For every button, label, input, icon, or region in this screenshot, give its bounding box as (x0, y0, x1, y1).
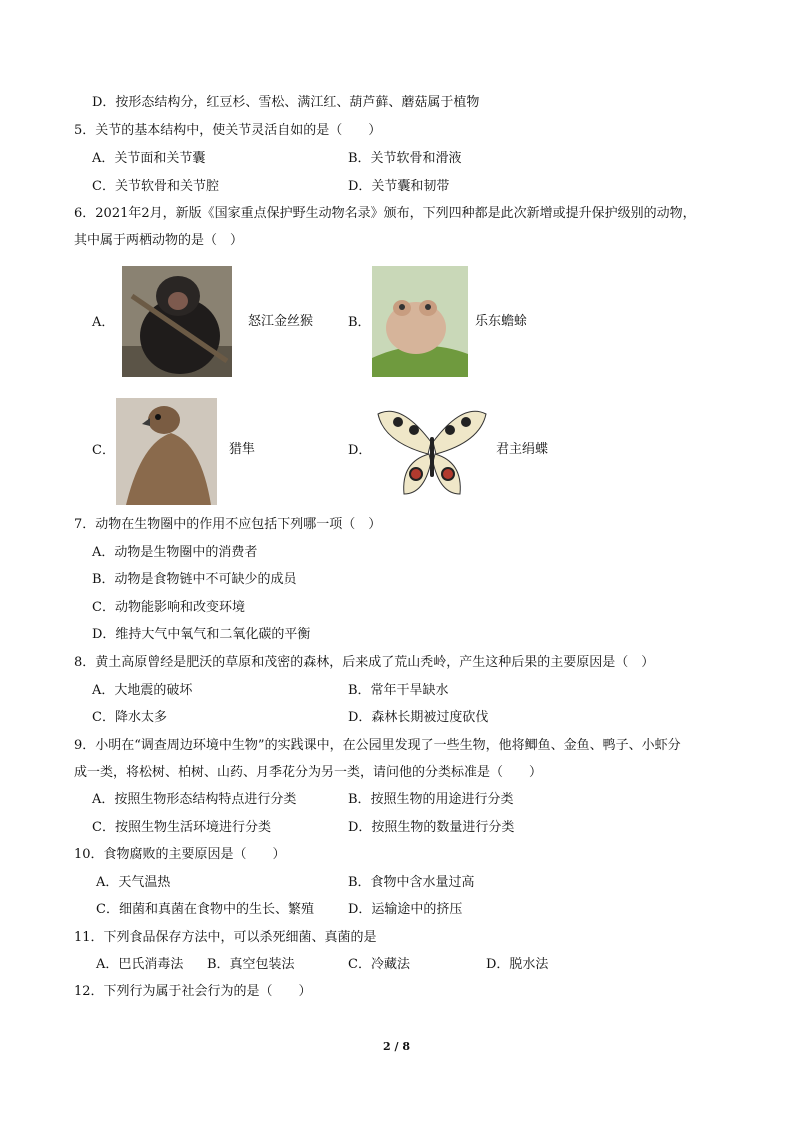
q6-stem-line2: 其中属于两栖动物的是（ ） (74, 233, 244, 248)
golden-monkey-photo (122, 266, 232, 377)
falcon-photo (116, 398, 217, 505)
q4-option-d: D．按形态结构分，红豆杉、雪松、满江红、葫芦藓、蘑菇属于植物 (92, 95, 480, 110)
q10-option-a: A．天气温热 (96, 875, 171, 890)
q11-option-a: A．巴氏消毒法 (96, 957, 184, 972)
q6-option-a-name: 怒江金丝猴 (248, 314, 314, 329)
q6-option-a-letter: A． (92, 315, 115, 330)
q5-option-b: B．关节软骨和滑液 (348, 151, 462, 166)
q6-option-c-name: 猎隼 (229, 442, 256, 457)
q8-option-d: D．森林长期被过度砍伐 (348, 710, 489, 725)
q6-option-d-name: 君主绢蝶 (496, 442, 549, 457)
q8-option-a: A．大地震的破坏 (92, 683, 193, 698)
q6-stem-line1: 6．2021年2月，新版《国家重点保护野生动物名录》颁布，下列四种都是此次新增或提升保护级别的动物， (74, 206, 696, 221)
q9-option-a: A．按照生物形态结构特点进行分类 (92, 792, 297, 807)
q8-stem: 8．黄土高原曾经是肥沃的草原和茂密的森林，后来成了荒山秃岭，产生这种后果的主要原因是（ ） (74, 655, 655, 670)
q10-stem: 10．食物腐败的主要原因是（ ） (74, 847, 286, 862)
q5-stem: 5．关节的基本结构中，使关节灵活自如的是（ ） (74, 123, 382, 138)
q12-stem: 12．下列行为属于社会行为的是（ ） (74, 984, 312, 999)
q7-option-a: A．动物是生物圈中的消费者 (92, 545, 258, 560)
q10-option-b: B．食物中含水量过高 (348, 875, 475, 890)
q11-option-b: B．真空包装法 (207, 957, 295, 972)
q7-option-b: B．动物是食物链中不可缺少的成员 (92, 572, 297, 587)
q6-option-b-letter: B． (348, 315, 371, 330)
butterfly-photo (376, 402, 488, 502)
q9-stem-line1: 9．小明在“调查周边环境中生物”的实践课中，在公园里发现了一些生物，他将鲫鱼、金鱼、鸭子、小虾分 (74, 738, 681, 753)
q8-option-c: C．降水太多 (92, 710, 167, 725)
q6-option-c-letter: C． (92, 443, 115, 458)
q10-option-d: D．运输途中的挤压 (348, 902, 463, 917)
q9-option-c: C．按照生物生活环境进行分类 (92, 820, 271, 835)
q9-stem-line2: 成一类，将松树、柏树、山药、月季花分为另一类，请问他的分类标准是（ ） (74, 765, 543, 780)
q5-option-c: C．关节软骨和关节腔 (92, 179, 219, 194)
q9-option-d: D．按照生物的数量进行分类 (348, 820, 515, 835)
page-number: 2 / 8 (383, 1040, 410, 1053)
q6-option-b-name: 乐东蟾蜍 (475, 314, 528, 329)
q10-option-c: C．细菌和真菌在食物中的生长、繁殖 (96, 902, 314, 917)
q9-option-b: B．按照生物的用途进行分类 (348, 792, 514, 807)
q11-stem: 11．下列食品保存方法中，可以杀死细菌、真菌的是 (74, 930, 377, 945)
q7-stem: 7．动物在生物圈中的作用不应包括下列哪一项（ ） (74, 517, 382, 532)
q11-option-c: C．冷藏法 (348, 957, 410, 972)
q11-option-d: D．脱水法 (486, 957, 549, 972)
q8-option-b: B．常年干旱缺水 (348, 683, 449, 698)
q5-option-a: A．关节面和关节囊 (92, 151, 206, 166)
toad-photo (372, 266, 468, 377)
q6-option-d-letter: D． (348, 443, 372, 458)
q5-option-d: D．关节囊和韧带 (348, 179, 450, 194)
q7-option-c: C．动物能影响和改变环境 (92, 600, 245, 615)
q7-option-d: D．维持大气中氧气和二氧化碳的平衡 (92, 627, 311, 642)
